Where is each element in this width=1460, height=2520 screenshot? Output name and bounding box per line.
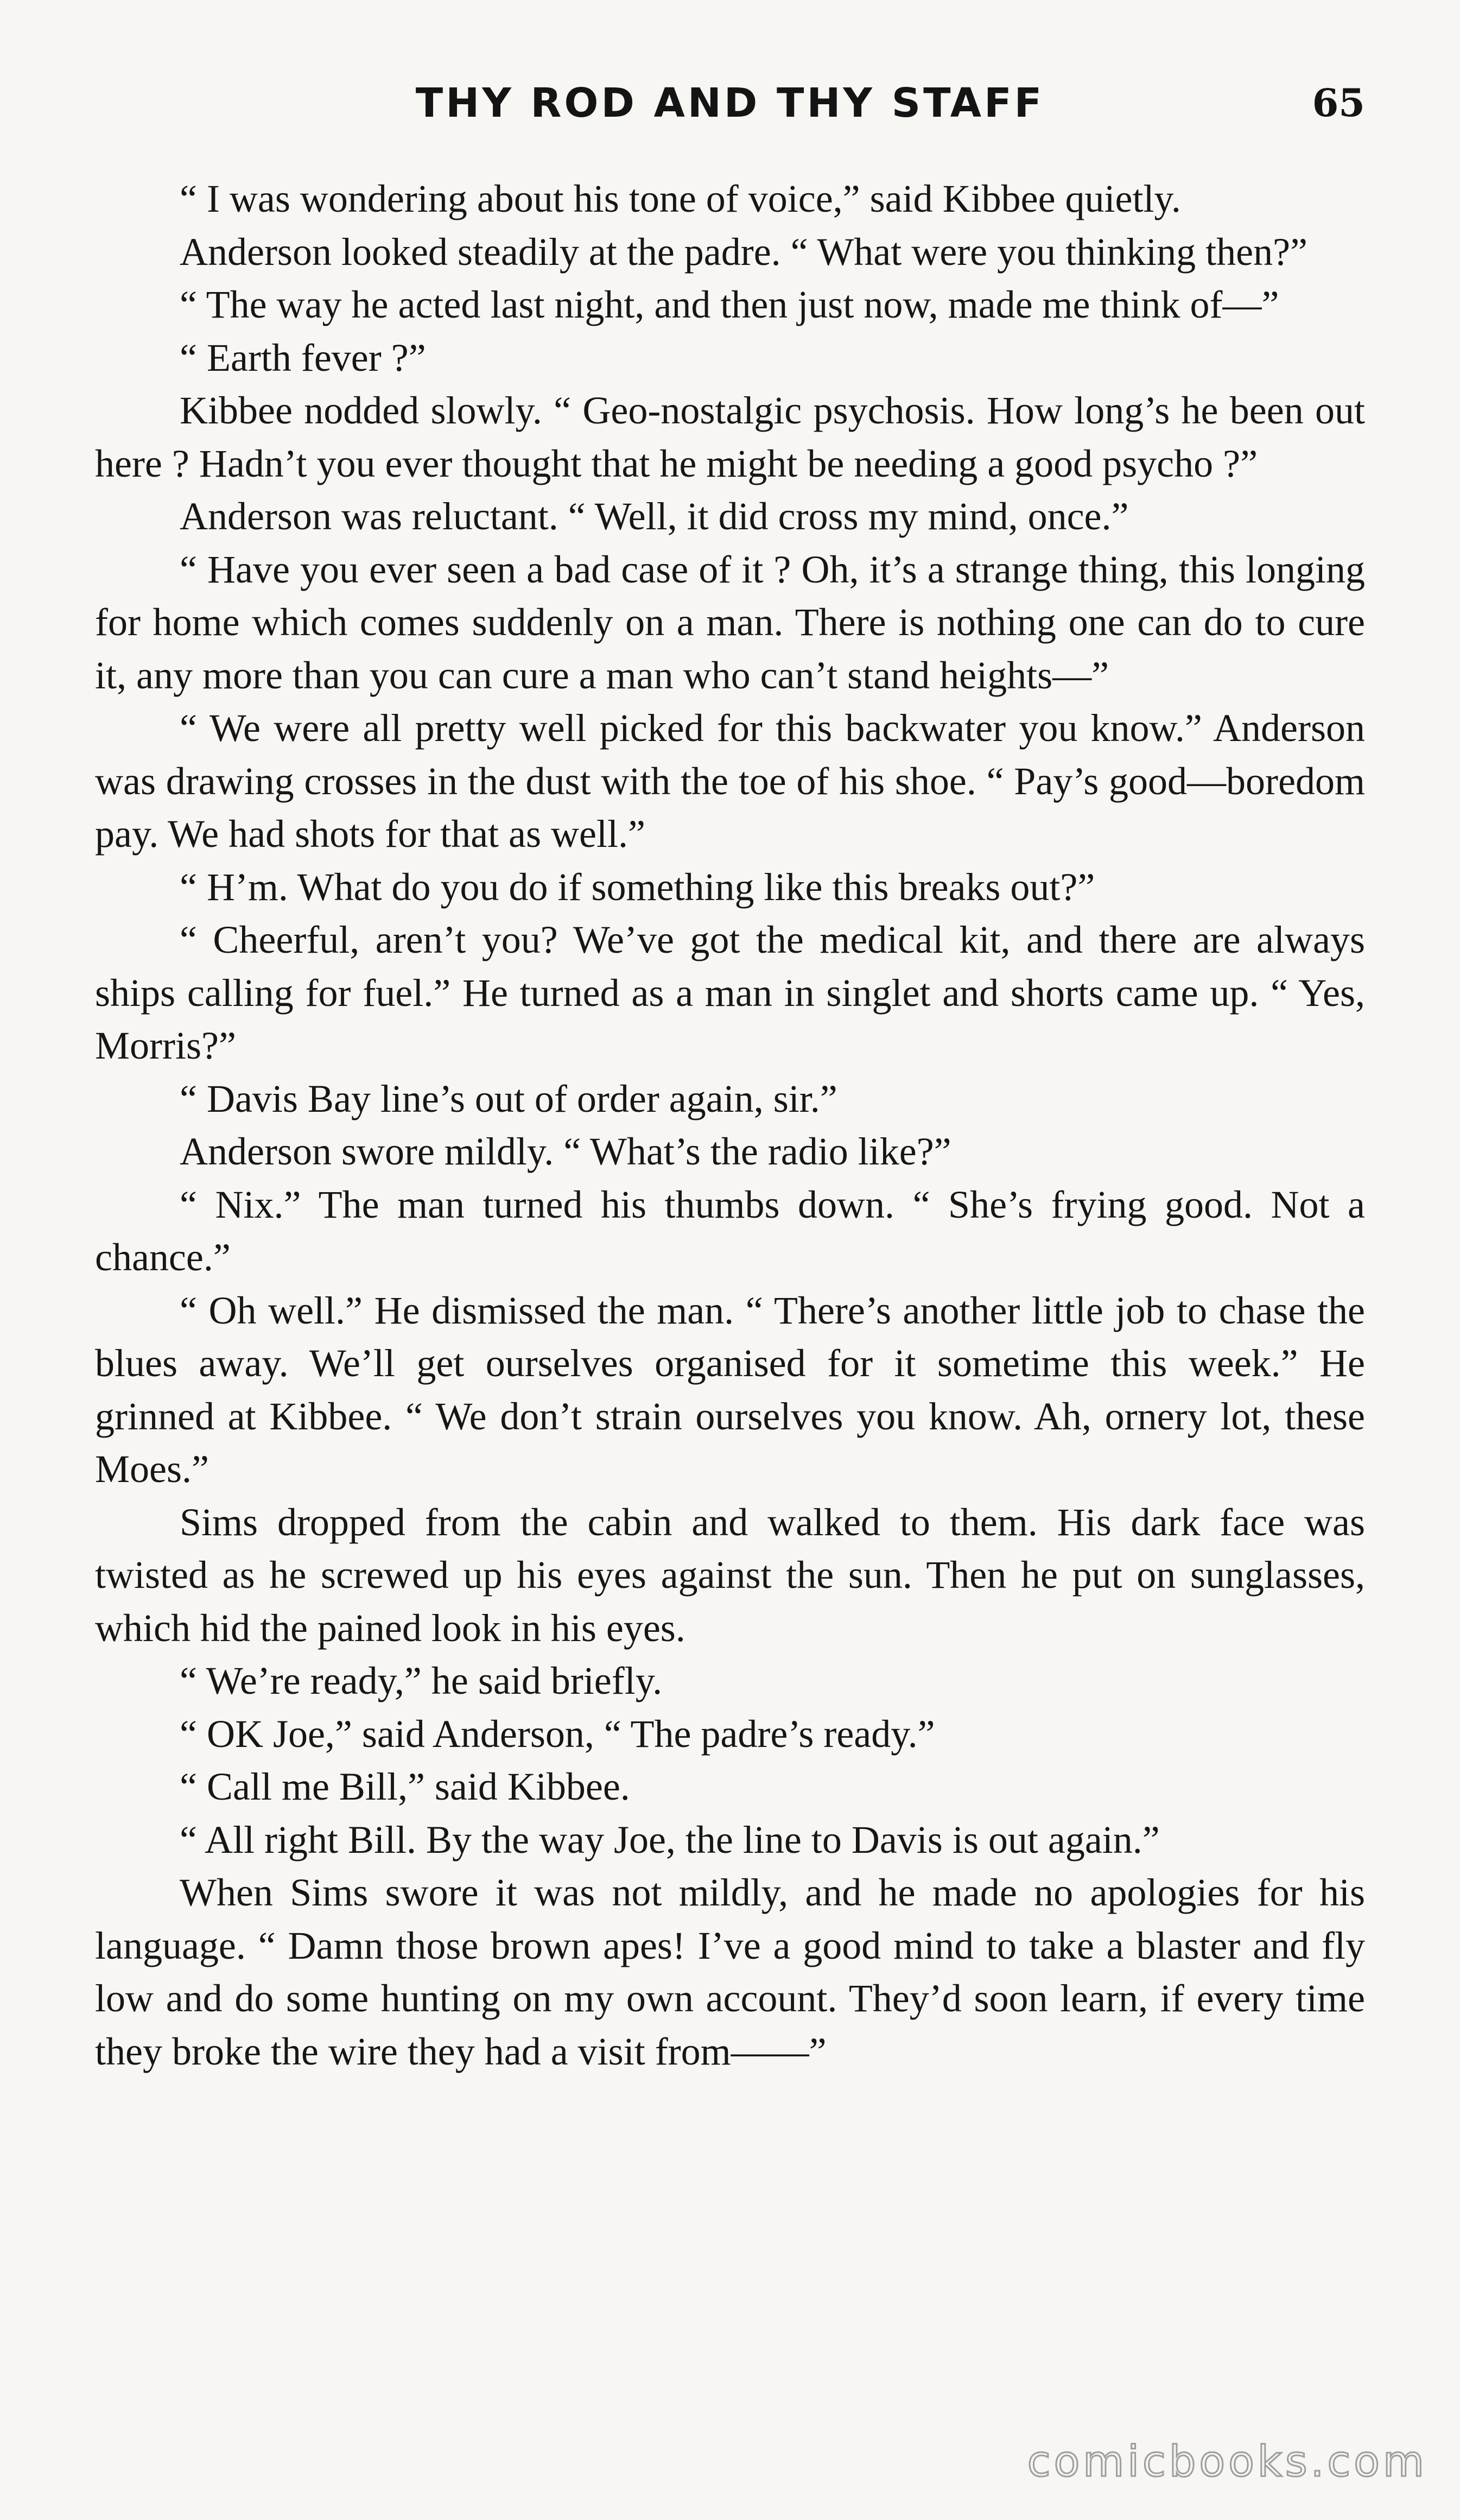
paragraph: “ Cheerful, aren’t you? We’ve got the medical kit, and there are always ships calling for fuel.” He turned as a man in singlet and shorts came up. “ Yes, Morris?” xyxy=(95,918,1365,1067)
paragraph: When Sims swore it was not mildly, and he made no apologies for his language. “ Damn those brown apes! I’ve a good mind to take a blaster and fly low and do some hunting on my own account. They’d soon learn, if every time they broke the wire they had a visit from——” xyxy=(95,1871,1365,2073)
running-head xyxy=(95,73,1365,133)
paragraph: “ The way he acted last night, and then just now, made me think of—” xyxy=(180,283,1279,326)
running-title: THY ROD AND THY STAFF xyxy=(415,80,1045,126)
page-number: 65 xyxy=(1312,80,1365,125)
paragraph: Anderson was reluctant. “ Well, it did cross my mind, once.” xyxy=(180,495,1129,538)
paragraph: Anderson looked steadily at the padre. “ What were you thinking then?” xyxy=(180,230,1308,274)
paragraph: “ OK Joe,” said Anderson, “ The padre’s ready.” xyxy=(180,1712,935,1756)
paragraph: “ We’re ready,” he said briefly. xyxy=(180,1659,663,1702)
paragraph: “ Nix.” The man turned his thumbs down. “ She’s frying good. Not a chance.” xyxy=(95,1182,1365,1279)
paragraph: “ H’m. What do you do if something like this breaks out?” xyxy=(180,865,1095,909)
paragraph: “ I was wondering about his tone of voice,” said Kibbee quietly. xyxy=(180,177,1181,220)
paragraph: “ Davis Bay line’s out of order again, sir.” xyxy=(180,1077,837,1120)
paragraph: Sims dropped from the cabin and walked to them. His dark face was twisted as he screwed up his eyes against the sun. Then he put on sunglasses, which hid the pained look in his eyes. xyxy=(95,1500,1365,1650)
paragraph: “ Earth fever ?” xyxy=(180,335,426,379)
paragraph: “ Call me Bill,” said Kibbee. xyxy=(180,1765,630,1808)
paragraph: “ Have you ever seen a bad case of it ? Oh, it’s a strange thing, this longing for home which comes suddenly on a man. There is nothing one can do to cure it, any more than you can cure a man who can’t stand heights—” xyxy=(95,547,1365,697)
paragraph: “ Oh well.” He dismissed the man. “ There’s another little job to chase the blues away. We’ll get ourselves organised for it sometime this week.” He grinned at Kibbee. “ We don’t strain ourselves you know. Ah, ornery lot, these Moes.” xyxy=(95,1288,1365,1491)
paragraph: Anderson swore mildly. “ What’s the radio like?” xyxy=(180,1130,951,1173)
paragraph: Kibbee nodded slowly. “ Geo-nostalgic psychosis. How long’s he been out here ? Hadn’t you ever thought that he might be needing a good psycho ?” xyxy=(95,389,1365,485)
watermark: comicbooks.com xyxy=(1027,2437,1427,2486)
paragraph: “ All right Bill. By the way Joe, the line to Davis is out again.” xyxy=(180,1818,1160,1861)
paragraph: “ We were all pretty well picked for this backwater you know.” Anderson was drawing crosses in the dust with the toe of his shoe. “ Pay’s good—boredom pay. We had shots for that as well.” xyxy=(95,706,1365,856)
body-text xyxy=(95,173,1365,2078)
